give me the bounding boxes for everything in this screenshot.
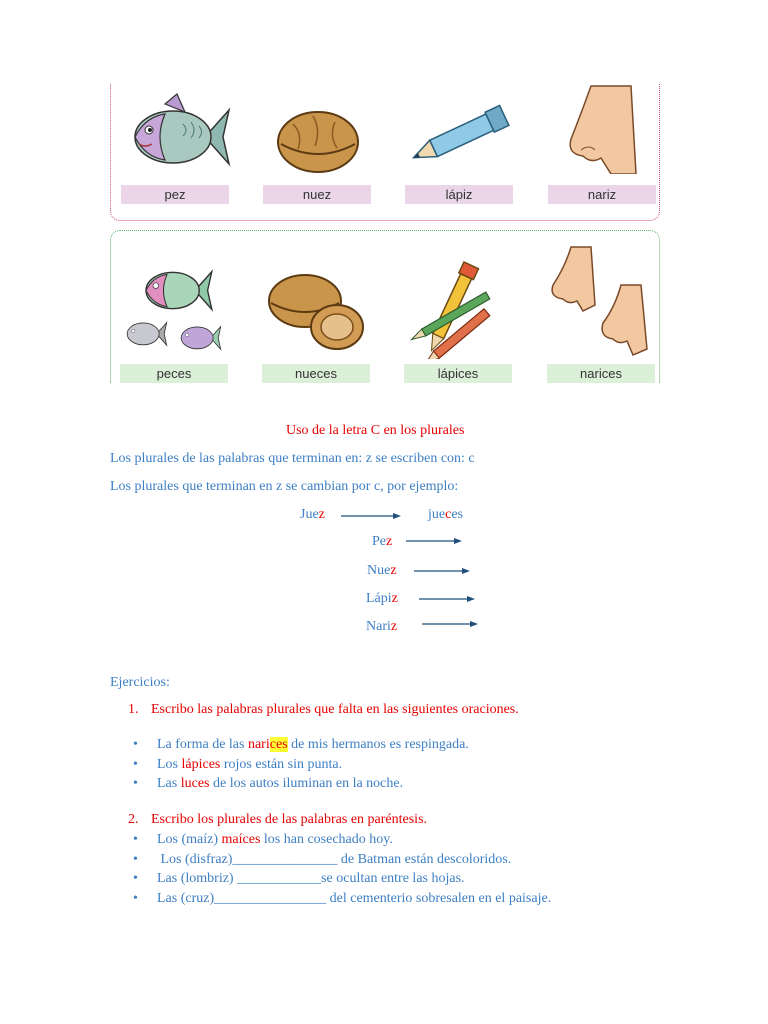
list-item: • Las luces de los autos iluminan en la noche. [133,774,469,794]
list-item: • Las (cruz)________________ del cementerio sobresalen en el paisaje. [133,889,551,909]
arrow-icon [414,566,470,576]
label-nuez: nuez [263,185,371,204]
arrow-icon [419,594,475,604]
rule-2: Los plurales que terminan en z se cambian por c, por ejemplo: [110,479,459,494]
walnuts-image [261,261,371,361]
label-peces: peces [120,364,228,383]
pencils-image [399,255,509,359]
walnut-image [263,94,373,184]
fishes-image [121,257,231,357]
label-lapiz: lápiz [405,185,513,204]
list-item: • Las (lombriz) ____________se ocultan entre las hojas. [133,869,551,889]
label-lapices: lápices [404,364,512,383]
page-title: Uso de la letra C en los plurales [286,423,465,438]
list-item: • La forma de las narices de mis hermanos es respingada. [133,735,469,755]
singular-panel [110,84,660,221]
noses-image [543,245,653,361]
example-nuez: Nuez [367,563,397,578]
example-nariz: Nariz [366,619,398,634]
arrow-icon [341,511,401,521]
label-nueces: nueces [262,364,370,383]
exercises-heading: Ejercicios: [110,675,170,690]
rule-1: Los plurales de las palabras que terminan en: z se escriben con: c [110,451,475,466]
list-item: • Los (maíz) maíces los han cosechado hoy. [133,830,551,850]
plural-panel [110,230,660,383]
exercise-2-list [133,830,551,908]
fish-image [125,92,235,182]
exercise-1-instruction: Escribo las palabras plurales que falta en las siguientes oraciones. [151,702,519,717]
example-lapiz: Lápiz [366,591,398,606]
arrow-icon [406,536,462,546]
example-jueces: jueces [428,507,463,522]
list-item: • Los lápices rojos están sin punta. [133,755,469,775]
example-juez: Juez [300,507,325,522]
label-nariz: nariz [548,185,656,204]
label-pez: pez [121,185,229,204]
exercise-1-list [133,735,469,794]
label-narices: narices [547,364,655,383]
exercise-1-number: 1. [128,702,139,717]
exercise-2-instruction: Escribo los plurales de las palabras en paréntesis. [151,812,428,827]
example-pez: Pez [372,534,393,549]
exercise-2-number: 2. [128,812,139,827]
list-item: • Los (disfraz)_______________ de Batman están descoloridos. [133,850,551,870]
nose-image [541,84,651,174]
pencil-image [403,92,513,182]
arrow-icon [422,619,478,629]
